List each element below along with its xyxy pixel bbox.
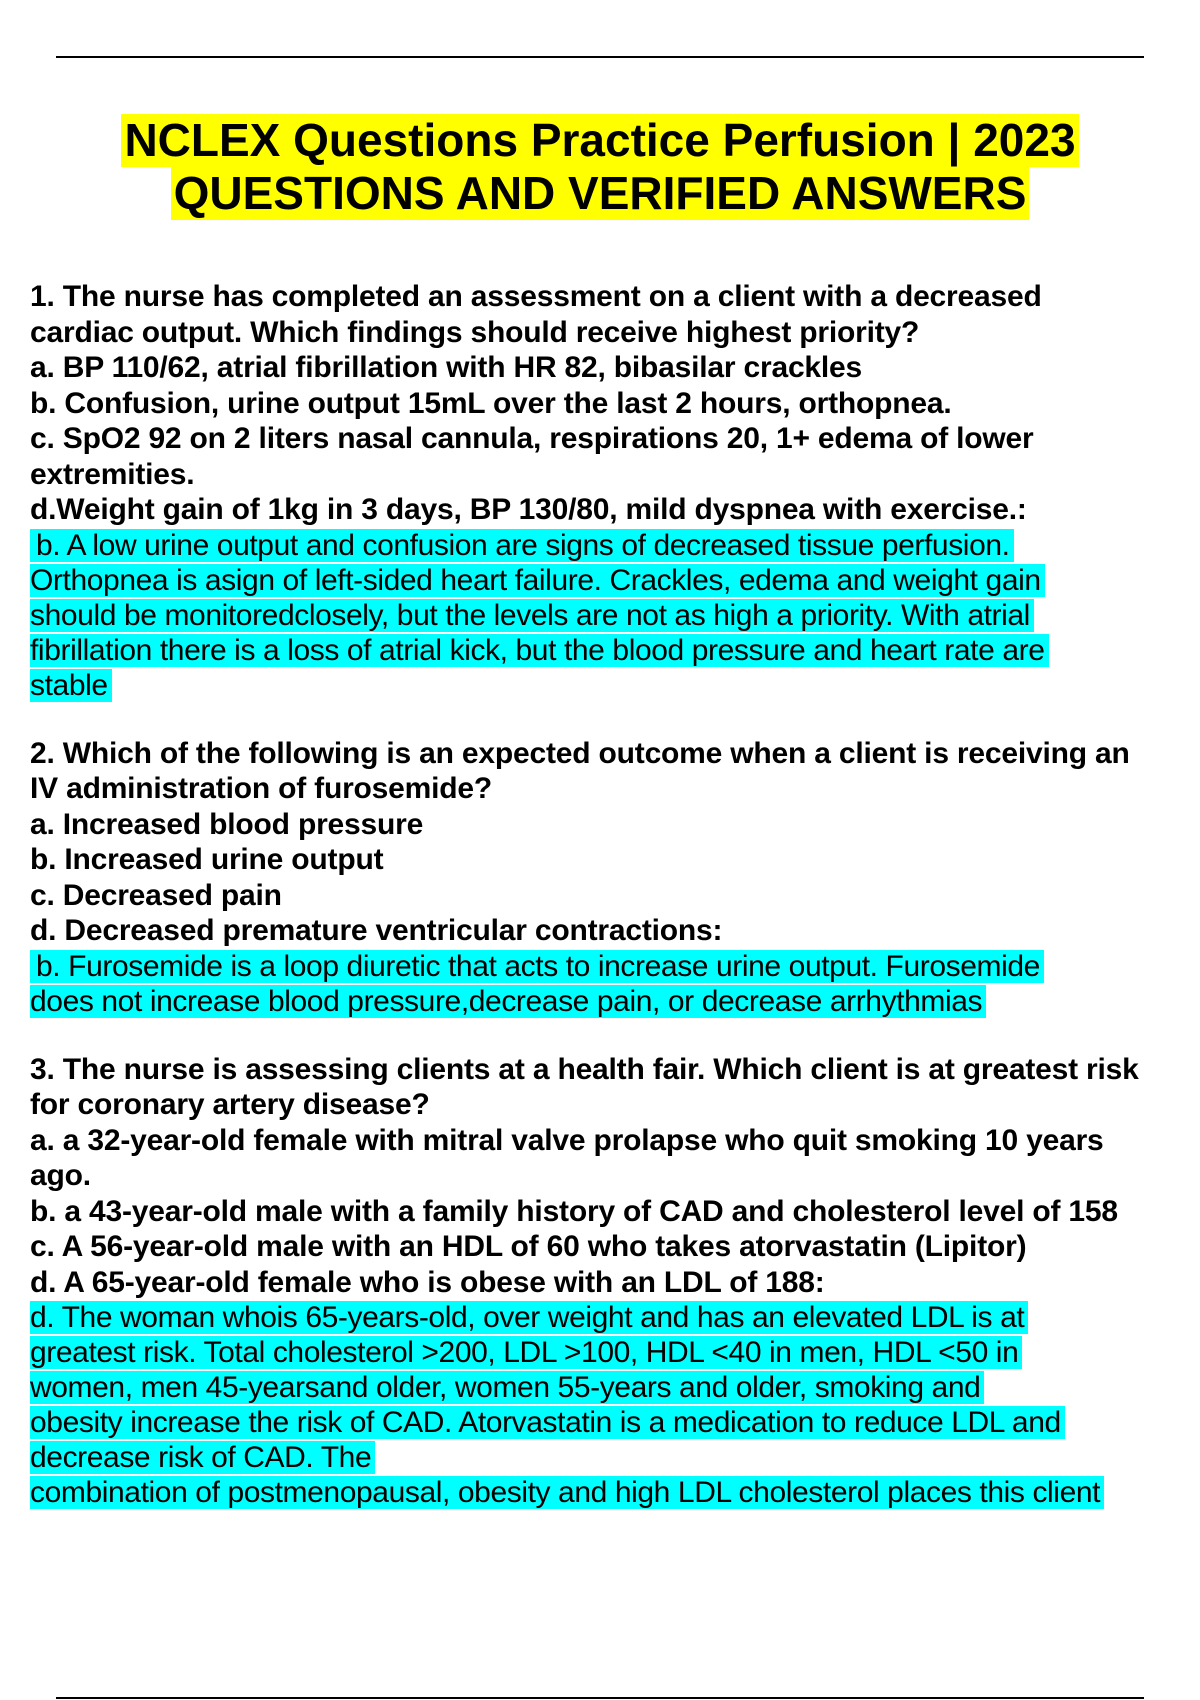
question-text-line: 3. The nurse is assessing clients at a health fair. Which client is at greatest risk — [30, 1052, 1139, 1086]
option-a: a. a 32-year-old female with mitral valve prolapse who quit smoking 10 years — [30, 1123, 1104, 1157]
question-1 — [30, 279, 1200, 703]
option-b: b. Confusion, urine output 15mL over the last 2 hours, orthopnea. — [30, 386, 952, 420]
answer-line: d. The woman whois 65-years-old, over weight and has an elevated LDL is at — [30, 1301, 1028, 1334]
answer-explanation — [30, 528, 1200, 703]
answer-line: stable — [30, 669, 112, 702]
option-d: d. A 65-year-old female who is obese with an LDL of 188: — [30, 1265, 825, 1299]
option-b: b. a 43-year-old male with a family history of CAD and cholesterol level of 158 — [30, 1194, 1118, 1228]
question-text-line: 1. The nurse has completed an assessment on a client with a decreased — [30, 280, 1042, 313]
question-text-line: for coronary artery disease? — [30, 1088, 430, 1121]
option-d: d. Decreased premature ventricular contractions: — [30, 914, 723, 947]
option-c-continued: extremities. — [30, 457, 195, 491]
answer-explanation — [30, 1300, 1200, 1510]
question-text-line: 2. Which of the following is an expected outcome when a client is receiving an — [30, 736, 1130, 770]
question-text-line: IV administration of furosemide? — [30, 772, 492, 805]
top-rule — [56, 56, 1144, 58]
option-c: c. Decreased pain — [30, 878, 282, 912]
answer-line: should be monitoredclosely, but the levels are not as high a priority. With atrial — [30, 599, 1034, 632]
option-c: c. A 56-year-old male with an HDL of 60 who takes atorvastatin (Lipitor) — [30, 1230, 1027, 1263]
option-c: c. SpO2 92 on 2 liters nasal cannula, respirations 20, 1+ edema of lower — [30, 422, 1034, 455]
option-a-continued: ago. — [30, 1159, 91, 1192]
document-title — [0, 114, 1200, 220]
question-text-line: cardiac output. Which findings should receive highest priority? — [30, 315, 920, 349]
question-3 — [30, 1052, 1200, 1511]
title-line-2: QUESTIONS AND VERIFIED ANSWERS — [171, 167, 1030, 220]
answer-explanation — [30, 949, 1200, 1019]
title-line-1: NCLEX Questions Practice Perfusion | 2023 — [121, 114, 1078, 167]
answer-line: Orthopnea is asign of left-sided heart failure. Crackles, edema and weight gain — [30, 564, 1045, 597]
answer-line: greatest risk. Total cholesterol >200, LDL >100, HDL <40 in men, HDL <50 in — [30, 1336, 1022, 1369]
answer-line: women, men 45-yearsand older, women 55-years and older, smoking and — [30, 1371, 984, 1404]
answer-line: combination of postmenopausal, obesity and high LDL cholesterol places this client — [30, 1476, 1104, 1509]
questions-list — [30, 279, 1200, 1543]
answer-line: obesity increase the risk of CAD. Atorvastatin is a medication to reduce LDL and — [30, 1406, 1065, 1439]
bottom-rule — [56, 1697, 1144, 1699]
answer-line: fibrillation there is a loss of atrial kick, but the blood pressure and heart rate are — [30, 634, 1049, 667]
option-a: a. Increased blood pressure — [30, 807, 424, 841]
answer-line: decrease risk of CAD. The — [30, 1441, 375, 1474]
answer-line: does not increase blood pressure,decrease pain, or decrease arrhythmias — [30, 985, 986, 1018]
option-d: d.Weight gain of 1kg in 3 days, BP 130/80, mild dyspnea with exercise.: — [30, 493, 1027, 526]
question-2 — [30, 736, 1200, 1019]
answer-line: b. Furosemide is a loop diuretic that acts to increase urine output. Furosemide — [30, 950, 1044, 983]
option-a: a. BP 110/62, atrial fibrillation with HR 82, bibasilar crackles — [30, 351, 863, 384]
answer-line: b. A low urine output and confusion are signs of decreased tissue perfusion. — [30, 529, 1014, 562]
option-b: b. Increased urine output — [30, 843, 384, 876]
